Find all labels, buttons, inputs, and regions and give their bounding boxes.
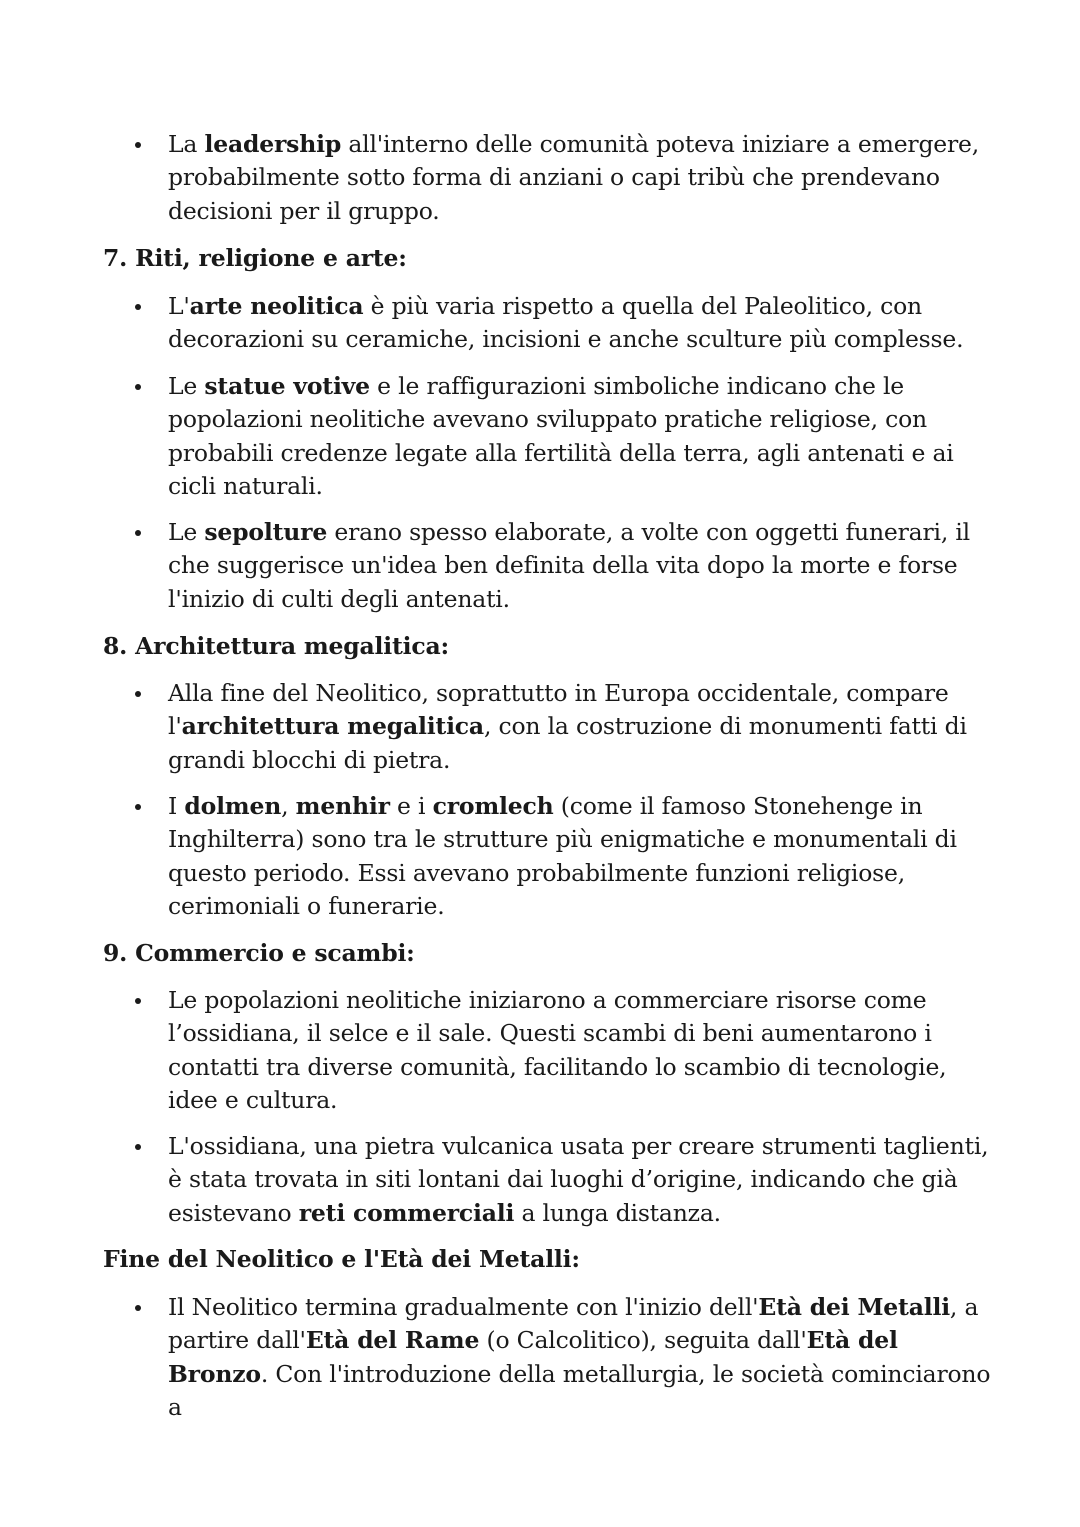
bullet-icon [135, 1305, 141, 1311]
section-heading-riti: 7. Riti, religione e arte: [103, 244, 407, 272]
list-item: Le statue votive e le raffigurazioni simboliche indicano che le popolazioni neolitiche avevano sviluppato pratiche religiose, con probabili credenze legate alla fertilità della terra, agli antenati e ai cicli naturali. [168, 370, 998, 503]
list-item: Il Neolitico termina gradualmente con l'inizio dell'Età dei Metalli, a partire dall'Età del Rame (o Calcolitico), seguita dall'Età del Bronzo. Con l'introduzione della metallurgia, le società cominciarono a [168, 1291, 998, 1424]
list-item: L'ossidiana, una pietra vulcanica usata per creare strumenti taglienti, è stata trovata in siti lontani dai luoghi d’origine, indicando che già esistevano reti commerciali a lunga distanza. [168, 1130, 998, 1230]
list-item: Alla fine del Neolitico, soprattutto in Europa occidentale, compare l'architettura megalitica, con la costruzione di monumenti fatti di grandi blocchi di pietra. [168, 677, 998, 777]
bullet-icon [135, 304, 141, 310]
bullet-icon [135, 530, 141, 536]
list-item: Le popolazioni neolitiche iniziarono a commerciare risorse come l’ossidiana, il selce e il sale. Questi scambi di beni aumentarono i contatti tra diverse comunità, facilitando lo scambio di tecnologie, idee e cultura. [168, 984, 998, 1117]
section-heading-commercio: 9. Commercio e scambi: [103, 939, 415, 967]
section-heading-architettura: 8. Architettura megalitica: [103, 632, 449, 660]
section-heading-fine: Fine del Neolitico e l'Età dei Metalli: [103, 1245, 580, 1273]
bullet-icon [135, 804, 141, 810]
bullet-icon [135, 142, 141, 148]
bullet-icon [135, 691, 141, 697]
list-item: Le sepolture erano spesso elaborate, a volte con oggetti funerari, il che suggerisce un'idea ben definita della vita dopo la morte e forse l'inizio di culti degli antenati. [168, 516, 998, 616]
list-item: La leadership all'interno delle comunità poteva iniziare a emergere, probabilmente sotto forma di anziani o capi tribù che prendevano decisioni per il gruppo. [168, 128, 998, 228]
bullet-icon [135, 1144, 141, 1150]
list-item: L'arte neolitica è più varia rispetto a quella del Paleolitico, con decorazioni su ceramiche, incisioni e anche sculture più complesse. [168, 290, 998, 357]
list-item: I dolmen, menhir e i cromlech (come il famoso Stonehenge in Inghilterra) sono tra le strutture più enigmatiche e monumentali di questo periodo. Essi avevano probabilmente funzioni religiose, cerimoniali o funerarie. [168, 790, 998, 923]
bullet-icon [135, 384, 141, 390]
bullet-icon [135, 998, 141, 1004]
